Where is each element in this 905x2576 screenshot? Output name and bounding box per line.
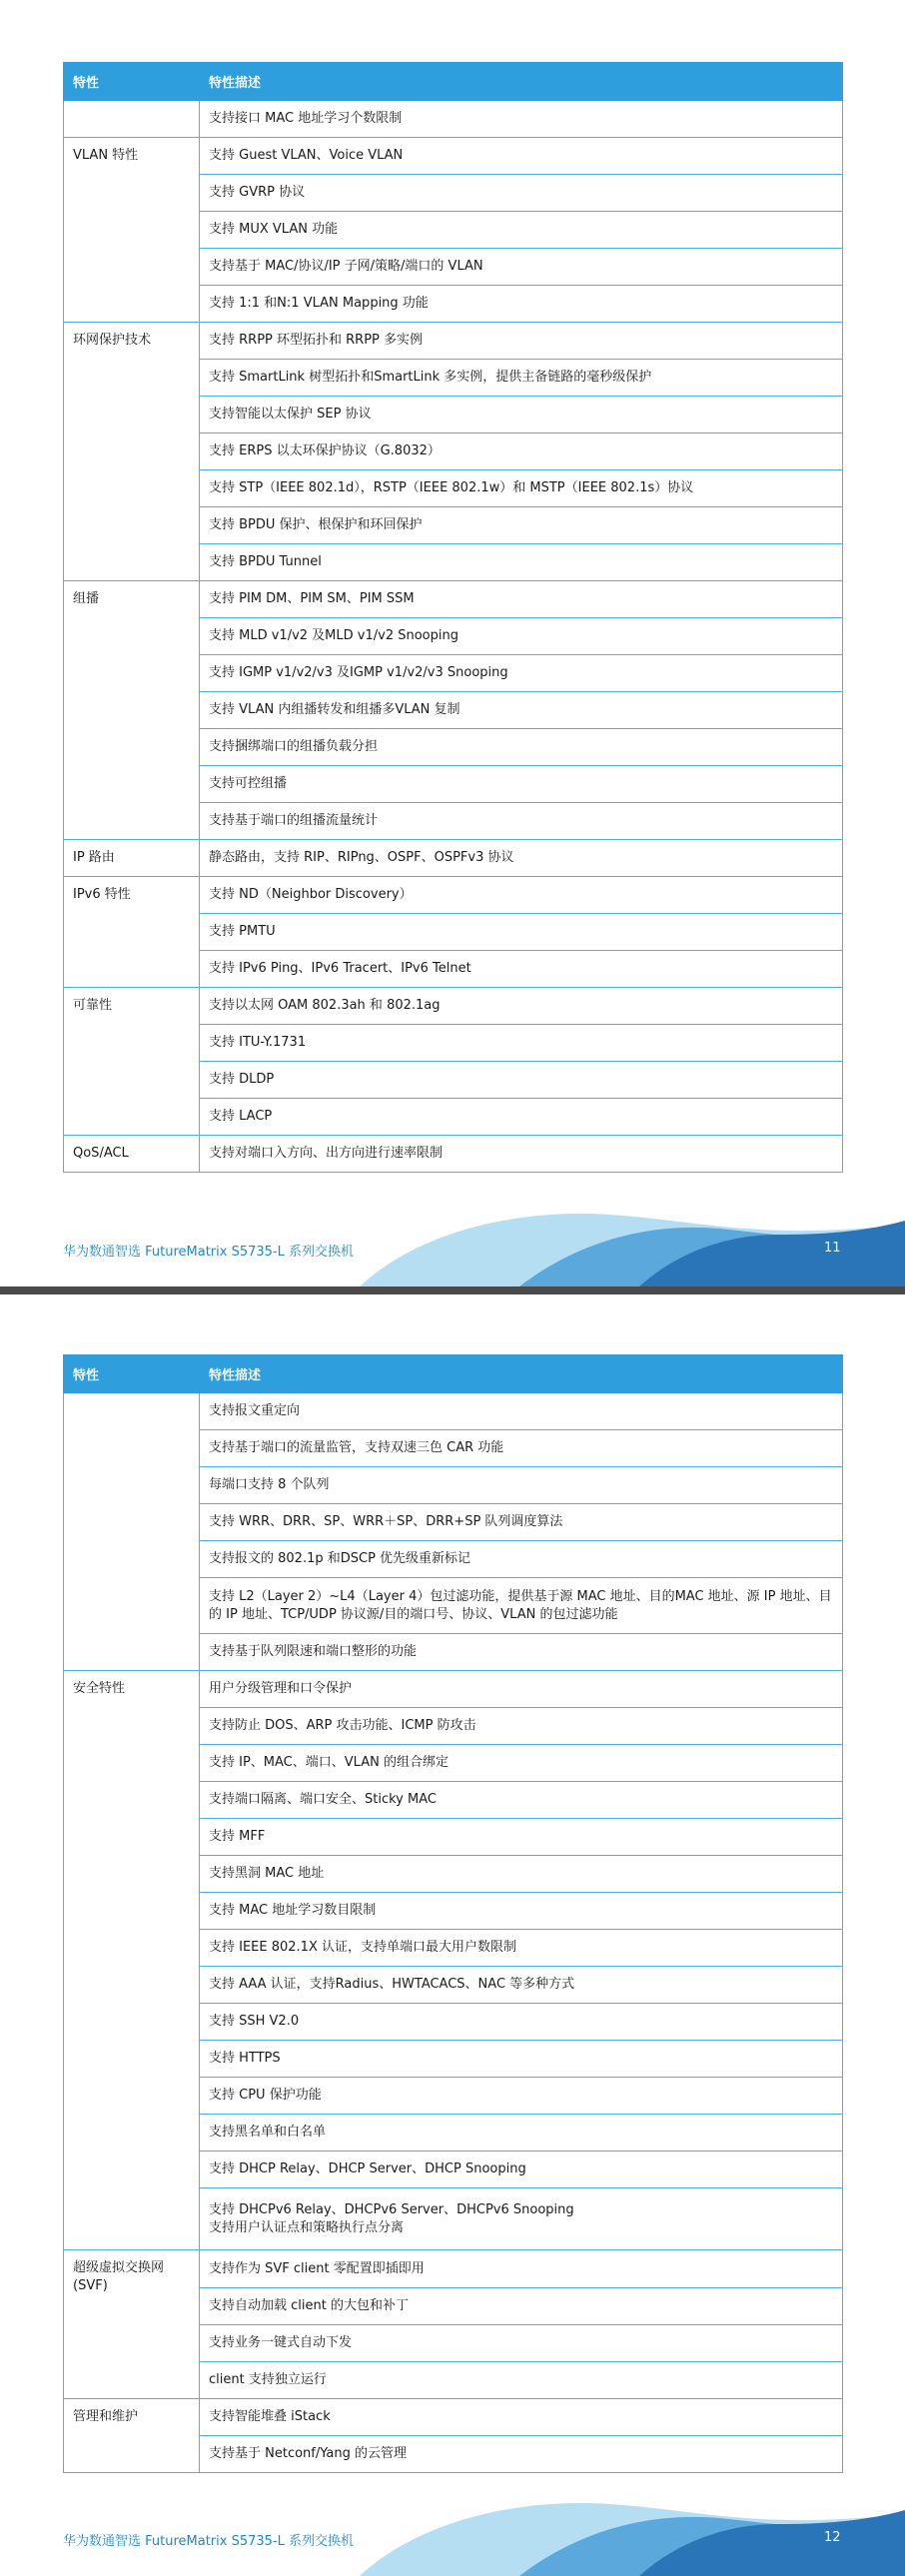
description-cell: 支持以太网 OAM 802.3ah 和 802.1ag (200, 988, 843, 1025)
table-row (64, 988, 843, 1025)
description-cell: 支持 SSH V2.0 (200, 2004, 843, 2041)
description-cell: 支持 L2（Layer 2）~L4（Layer 4）包过滤功能，提供基于源 MAC 地址、目的MAC 地址、源 IP 地址、目的 IP 地址、TCP/UDP 协议源/目的端口号、协议、VLAN 的包过滤功能 (200, 1578, 843, 1634)
description-cell: 支持端口隔离、端口安全、Sticky MAC (200, 1782, 843, 1819)
table-row (64, 101, 843, 138)
description-cell: 支持智能以太保护 SEP 协议 (200, 397, 843, 433)
spec-table (63, 1354, 843, 2473)
description-cell: 支持对端口入方向、出方向进行速率限制 (200, 1136, 843, 1173)
description-cell: 支持报文重定向 (200, 1393, 843, 1430)
category-cell: 环网保护技术 (64, 323, 200, 581)
description-cell: 支持 IPv6 Ping、IPv6 Tracert、IPv6 Telnet (200, 951, 843, 988)
description-cell: 支持 IP、MAC、端口、VLAN 的组合绑定 (200, 1745, 843, 1782)
description-cell: 支持 BPDU Tunnel (200, 544, 843, 581)
page-11 (0, 0, 905, 1287)
description-cell: 支持黑名单和白名单 (200, 2115, 843, 2151)
page-footer (0, 1201, 905, 1287)
description-cell: 支持报文的 802.1p 和DSCP 优先级重新标记 (200, 1541, 843, 1578)
description-cell: 支持 MUX VLAN 功能 (200, 212, 843, 249)
page-number: 12 (824, 2530, 841, 2545)
description-cell: 支持捆绑端口的组播负载分担 (200, 729, 843, 766)
description-cell: 支持 IGMP v1/v2/v3 及IGMP v1/v2/v3 Snooping (200, 655, 843, 692)
description-cell: 支持 SmartLink 树型拓扑和SmartLink 多实例，提供主备链路的毫秒级保护 (200, 360, 843, 397)
category-cell: 超级虚拟交换网 (SVF) (64, 2250, 200, 2399)
description-cell: 支持 GVRP 协议 (200, 175, 843, 212)
table-row (64, 323, 843, 360)
category-cell: IP 路由 (64, 840, 200, 877)
description-cell: 支持 PMTU (200, 914, 843, 951)
description-cell: 支持自动加载 client 的大包和补丁 (200, 2288, 843, 2325)
page-number: 11 (824, 1241, 841, 1256)
table-row (64, 1136, 843, 1173)
table-row (64, 138, 843, 175)
description-cell: 支持 DLDP (200, 1062, 843, 1099)
description-cell: 支持 LACP (200, 1099, 843, 1136)
description-cell: 支持基于 Netconf/Yang 的云管理 (200, 2436, 843, 2473)
description-cell: 支持 STP（IEEE 802.1d），RSTP（IEEE 802.1w）和 MSTP（IEEE 802.1s）协议 (200, 470, 843, 507)
description-cell: 支持 CPU 保护功能 (200, 2078, 843, 2115)
description-cell: 静态路由，支持 RIP、RIPng、OSPF、OSPFv3 协议 (200, 840, 843, 877)
table-row (64, 1393, 843, 1430)
page-separator (0, 1287, 905, 1294)
category-cell: 安全特性 (64, 1671, 200, 2250)
table-row (64, 877, 843, 914)
description-column-header: 特性描述 (200, 63, 843, 101)
description-cell: 支持智能堆叠 iStack (200, 2399, 843, 2436)
description-cell: 支持接口 MAC 地址学习个数限制 (200, 101, 843, 138)
page-12 (0, 1294, 905, 2576)
footer-title: 华为数通智选 FutureMatrix S5735-L 系列交换机 (63, 1245, 354, 1260)
description-cell: 支持基于 MAC/协议/IP 子网/策略/端口的 VLAN (200, 249, 843, 286)
description-cell: 支持 IEEE 802.1X 认证，支持单端口最大用户数限制 (200, 1930, 843, 1967)
description-cell: 支持 ITU-Y.1731 (200, 1025, 843, 1062)
description-cell: 支持 HTTPS (200, 2041, 843, 2078)
description-cell: 支持 WRR、DRR、SP、WRR＋SP、DRR+SP 队列调度算法 (200, 1504, 843, 1541)
description-cell: 支持 MFF (200, 1819, 843, 1856)
description-cell: 支持 DHCPv6 Relay、DHCPv6 Server、DHCPv6 Snooping 支持用户认证点和策略执行点分离 (200, 2188, 843, 2250)
description-cell: 支持防止 DOS、ARP 攻击功能、ICMP 防攻击 (200, 1708, 843, 1745)
table-row (64, 1671, 843, 1708)
description-cell: 支持 RRPP 环型拓扑和 RRPP 多实例 (200, 323, 843, 360)
category-cell (64, 1393, 200, 1671)
category-cell: IPv6 特性 (64, 877, 200, 988)
category-cell: QoS/ACL (64, 1136, 200, 1173)
description-cell: 支持 MAC 地址学习数目限制 (200, 1893, 843, 1930)
description-cell: 支持 ERPS 以太环保护协议（G.8032） (200, 433, 843, 470)
description-cell: 支持基于端口的组播流量统计 (200, 803, 843, 840)
description-cell: 支持 1:1 和N:1 VLAN Mapping 功能 (200, 286, 843, 323)
description-cell: 支持基于队列限速和端口整形的功能 (200, 1634, 843, 1671)
category-cell: 组播 (64, 581, 200, 840)
feature-column-header: 特性 (64, 63, 200, 101)
description-cell: 支持作为 SVF client 零配置即插即用 (200, 2250, 843, 2288)
spec-table (63, 62, 843, 1173)
description-column-header: 特性描述 (200, 1355, 843, 1393)
description-cell: 支持 ND（Neighbor Discovery） (200, 877, 843, 914)
table-row (64, 840, 843, 877)
description-cell: 支持 AAA 认证，支持Radius、HWTACACS、NAC 等多种方式 (200, 1967, 843, 2004)
category-cell: 可靠性 (64, 988, 200, 1136)
description-cell: 支持可控组播 (200, 766, 843, 803)
footer-title: 华为数通智选 FutureMatrix S5735-L 系列交换机 (63, 2534, 354, 2549)
table-header-row (64, 63, 843, 101)
page-footer (0, 2490, 905, 2576)
description-cell: client 支持独立运行 (200, 2362, 843, 2399)
description-cell: 支持业务一键式自动下发 (200, 2325, 843, 2362)
description-cell: 支持 Guest VLAN、Voice VLAN (200, 138, 843, 175)
table-header-row (64, 1355, 843, 1393)
feature-column-header: 特性 (64, 1355, 200, 1393)
description-cell: 支持 VLAN 内组播转发和组播多VLAN 复制 (200, 692, 843, 729)
category-cell (64, 101, 200, 138)
description-cell: 支持 MLD v1/v2 及MLD v1/v2 Snooping (200, 618, 843, 655)
description-cell: 支持 DHCP Relay、DHCP Server、DHCP Snooping (200, 2151, 843, 2188)
description-cell: 用户分级管理和口令保护 (200, 1671, 843, 1708)
table-row (64, 2250, 843, 2288)
description-cell: 支持 PIM DM、PIM SM、PIM SSM (200, 581, 843, 618)
category-cell: 管理和维护 (64, 2399, 200, 2473)
category-cell: VLAN 特性 (64, 138, 200, 323)
table-row (64, 2399, 843, 2436)
description-cell: 支持基于端口的流量监管，支持双速三色 CAR 功能 (200, 1430, 843, 1467)
description-cell: 支持 BPDU 保护、根保护和环回保护 (200, 507, 843, 544)
description-cell: 每端口支持 8 个队列 (200, 1467, 843, 1504)
description-cell: 支持黑洞 MAC 地址 (200, 1856, 843, 1893)
table-row (64, 581, 843, 618)
